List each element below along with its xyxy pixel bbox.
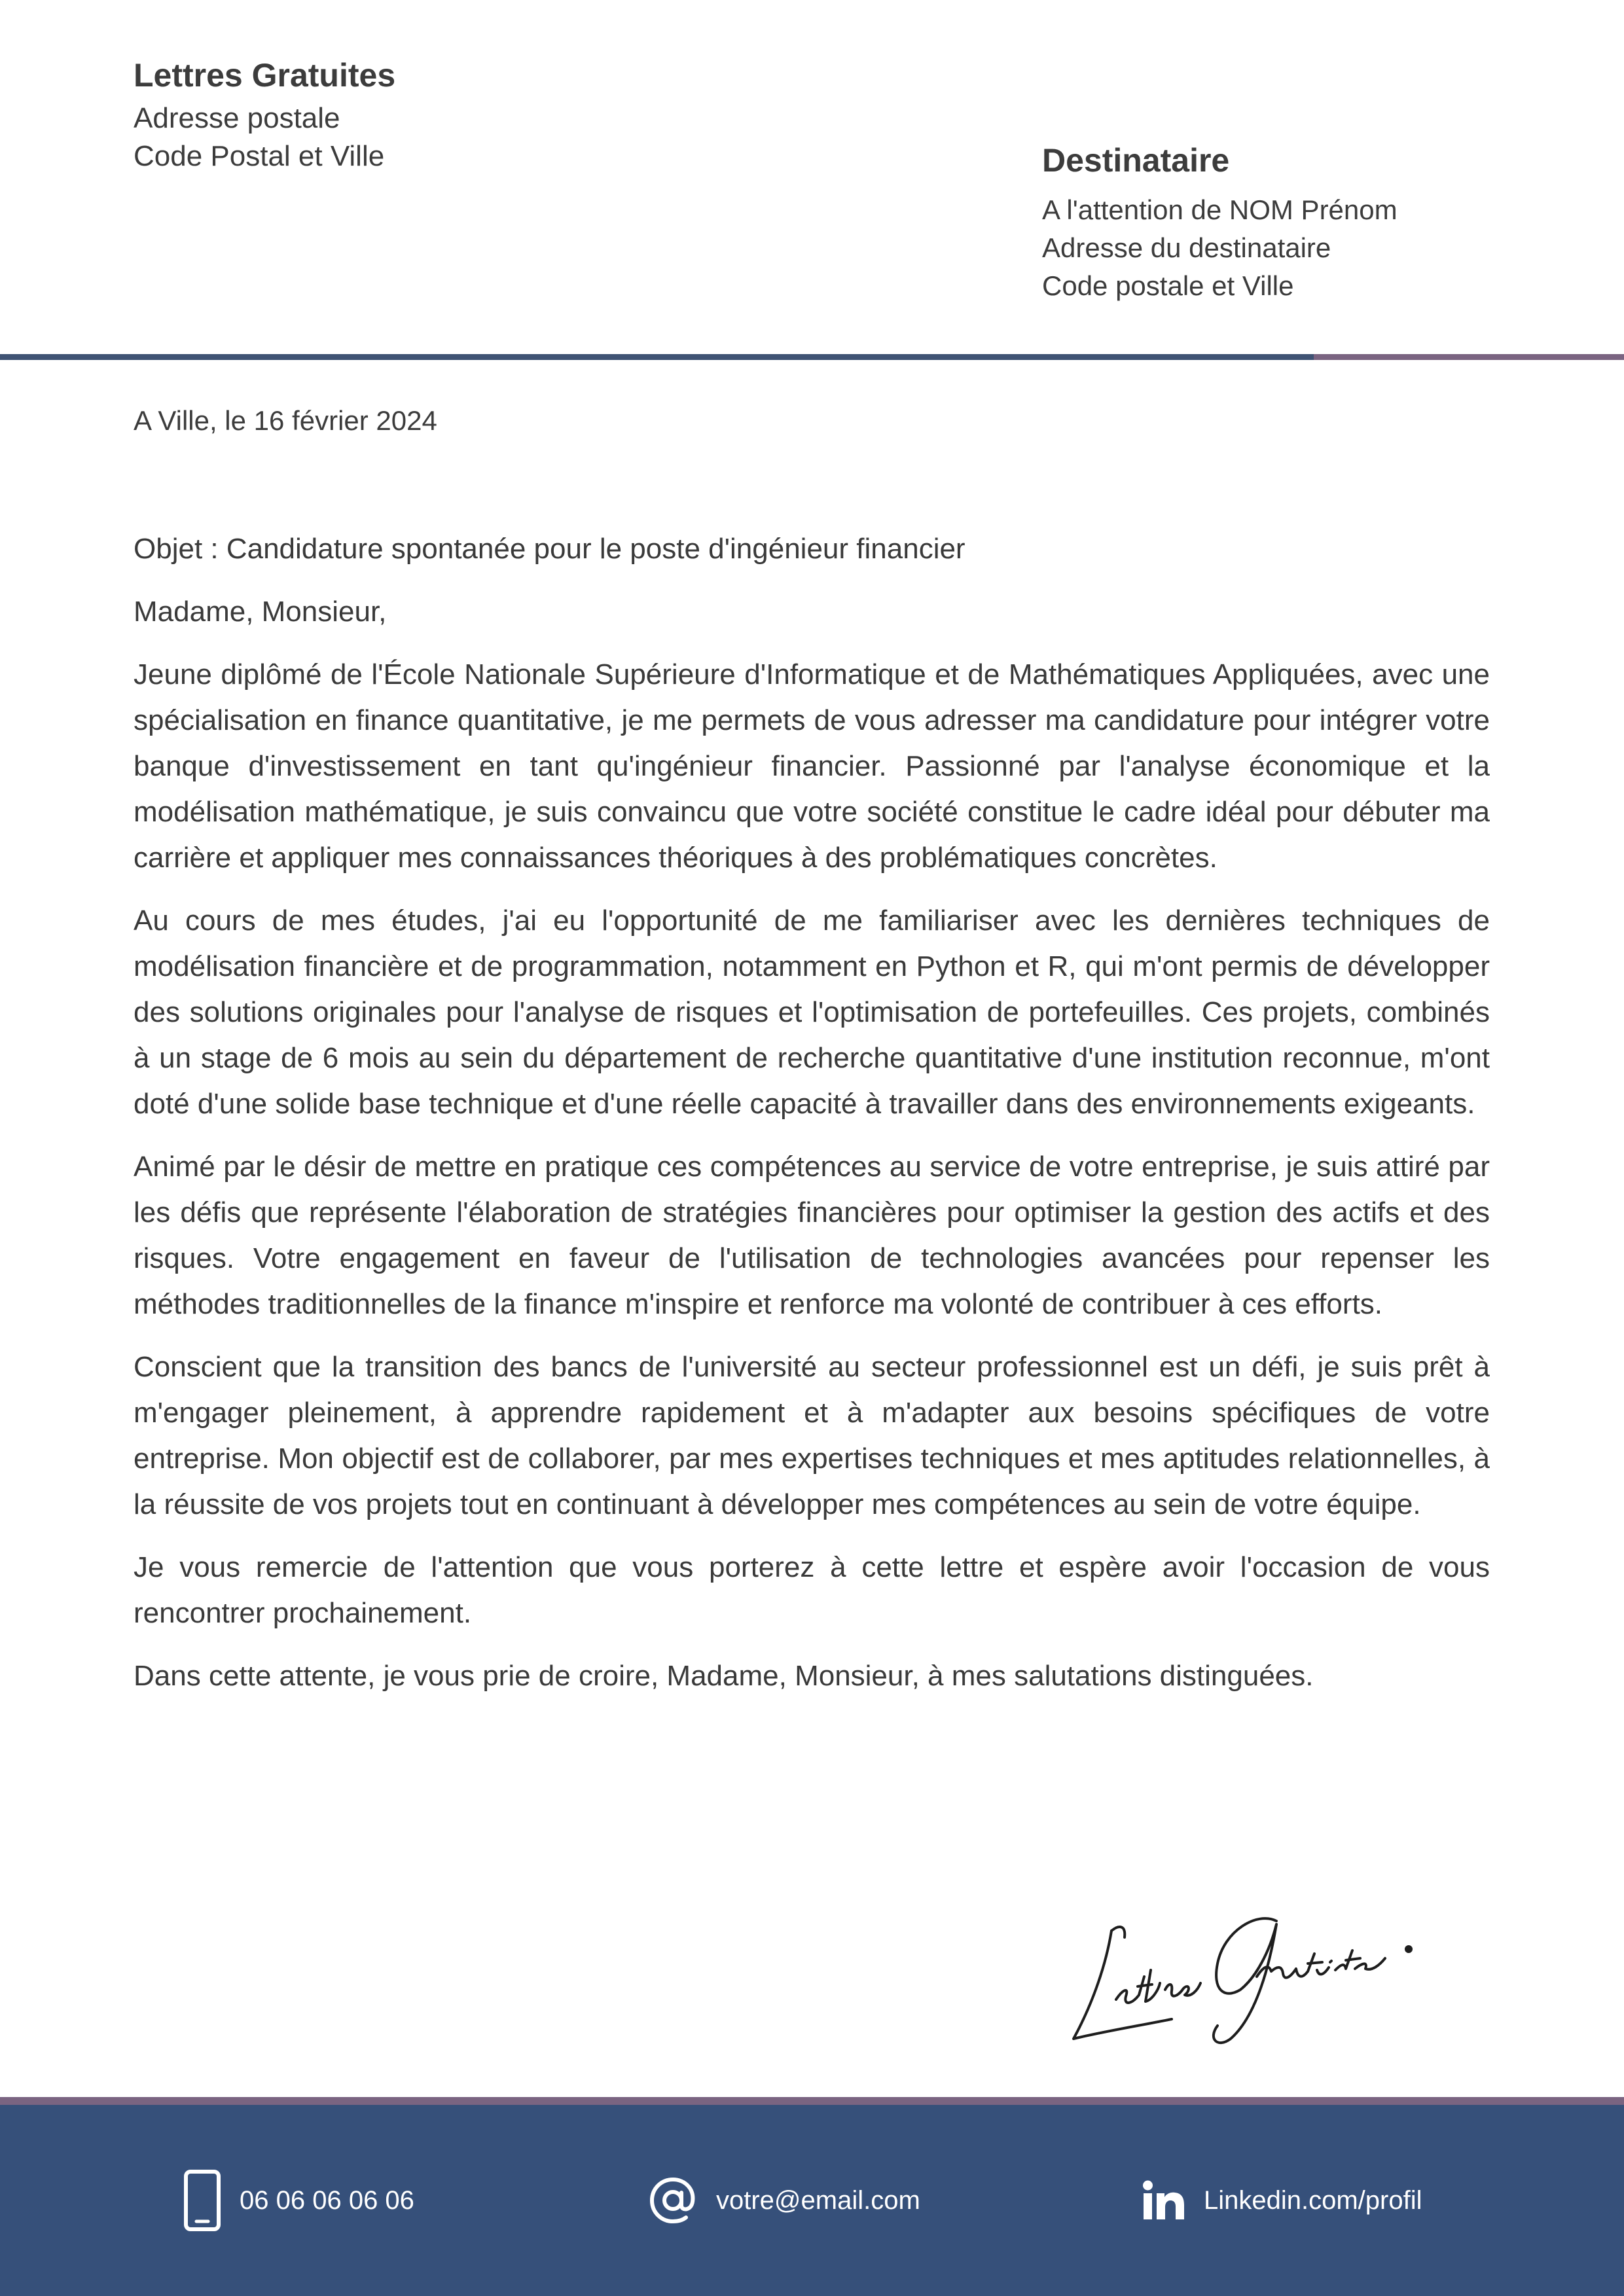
- recipient-block: [1042, 136, 1598, 305]
- linkedin-icon: [1142, 2180, 1185, 2221]
- letter-salutation: Madame, Monsieur,: [134, 596, 387, 628]
- linkedin-url[interactable]: Linkedin.com/profil: [1204, 2185, 1422, 2215]
- recipient-address: Adresse du destinataire: [1042, 232, 1331, 263]
- contact-footer: [0, 2105, 1624, 2296]
- at-sign-icon: [648, 2176, 698, 2225]
- smartphone-icon: [183, 2169, 221, 2232]
- divider-primary-segment: [0, 354, 1314, 360]
- sender-address: Adresse postale: [134, 102, 340, 134]
- letter-paragraph: Jeune diplômé de l'École Nationale Supérieure d'Informatique et de Mathématiques Appliquées, avec une spécialisation en finance quantitative, je me permets de vous adresser ma candidature pour intégrer votre banque d'investissement en tant qu'ingénieur financier. Passionné par l'analyse économique et la modélisation mathématique, je suis convaincu que votre société constitue le cadre idéal pour débuter ma carrière et appliquer mes connaissances théoriques à des problématiques concrètes.: [134, 658, 1490, 874]
- divider-accent-segment: [1314, 354, 1624, 360]
- footer-accent-stripe: [0, 2097, 1624, 2105]
- header-divider: [0, 354, 1624, 360]
- email-address[interactable]: votre@email.com: [716, 2185, 920, 2215]
- letter-date: A Ville, le 16 février 2024: [134, 405, 437, 436]
- letter-paragraph: Conscient que la transition des bancs de l'université au secteur professionnel est un défi, je suis prêt à m'engager pleinement, à apprendre rapidement et à m'adapter aux besoins spécifiques de votre entreprise. Mon objectif est de collaborer, par mes expertises techniques et mes aptitudes relationnelles, à la réussite de vos projets tout en continuant à développer mes compétences au sein de votre équipe.: [134, 1351, 1490, 1520]
- contact-phone: [183, 2105, 414, 2296]
- letter-paragraph: Au cours de mes études, j'ai eu l'opportunité de me familiariser avec les dernières techniques de modélisation financière et de programmation, notamment en Python et R, qui m'ont permis de développer des solutions originales pour l'analyse de risques et l'optimisation de portefeuilles. Ces projets, combinés à un stage de 6 mois au sein du département de recherche quantitative d'une institution reconnue, m'ont doté d'une solide base technique et d'une réelle capacité à travailler dans des environnements exigeants.: [134, 905, 1490, 1120]
- contact-linkedin: [1142, 2105, 1422, 2296]
- letter-paragraph: Je vous remercie de l'attention que vous porterez à cette lettre et espère avoir l'occasion de vous rencontrer prochainement.: [134, 1551, 1490, 1629]
- sender-city: Code Postal et Ville: [134, 140, 385, 172]
- recipient-city: Code postale et Ville: [1042, 270, 1294, 301]
- letter-body: [134, 526, 1490, 1716]
- letter-subject: Objet : Candidature spontanée pour le poste d'ingénieur financier: [134, 533, 965, 565]
- sender-block: [134, 51, 854, 175]
- recipient-attention: A l'attention de NOM Prénom: [1042, 194, 1398, 225]
- contact-email: [648, 2105, 920, 2296]
- recipient-title: Destinataire: [1042, 142, 1230, 179]
- signature-image: [1060, 1885, 1479, 2055]
- letter-paragraph: Animé par le désir de mettre en pratique ces compétences au service de votre entreprise, je suis attiré par les défis que représente l'élaboration de stratégies financières pour optimiser la gestion des actifs et des risques. Votre engagement en faveur de l'utilisation de technologies avancées pour repenser les méthodes traditionnelles de la finance m'inspire et renforce ma volonté de contribuer à ces efforts.: [134, 1151, 1490, 1320]
- letter-closing: Dans cette attente, je vous prie de croire, Madame, Monsieur, à mes salutations distinguées.: [134, 1660, 1314, 1692]
- phone-number: 06 06 06 06 06: [240, 2185, 414, 2215]
- sender-name: Lettres Gratuites: [134, 57, 396, 94]
